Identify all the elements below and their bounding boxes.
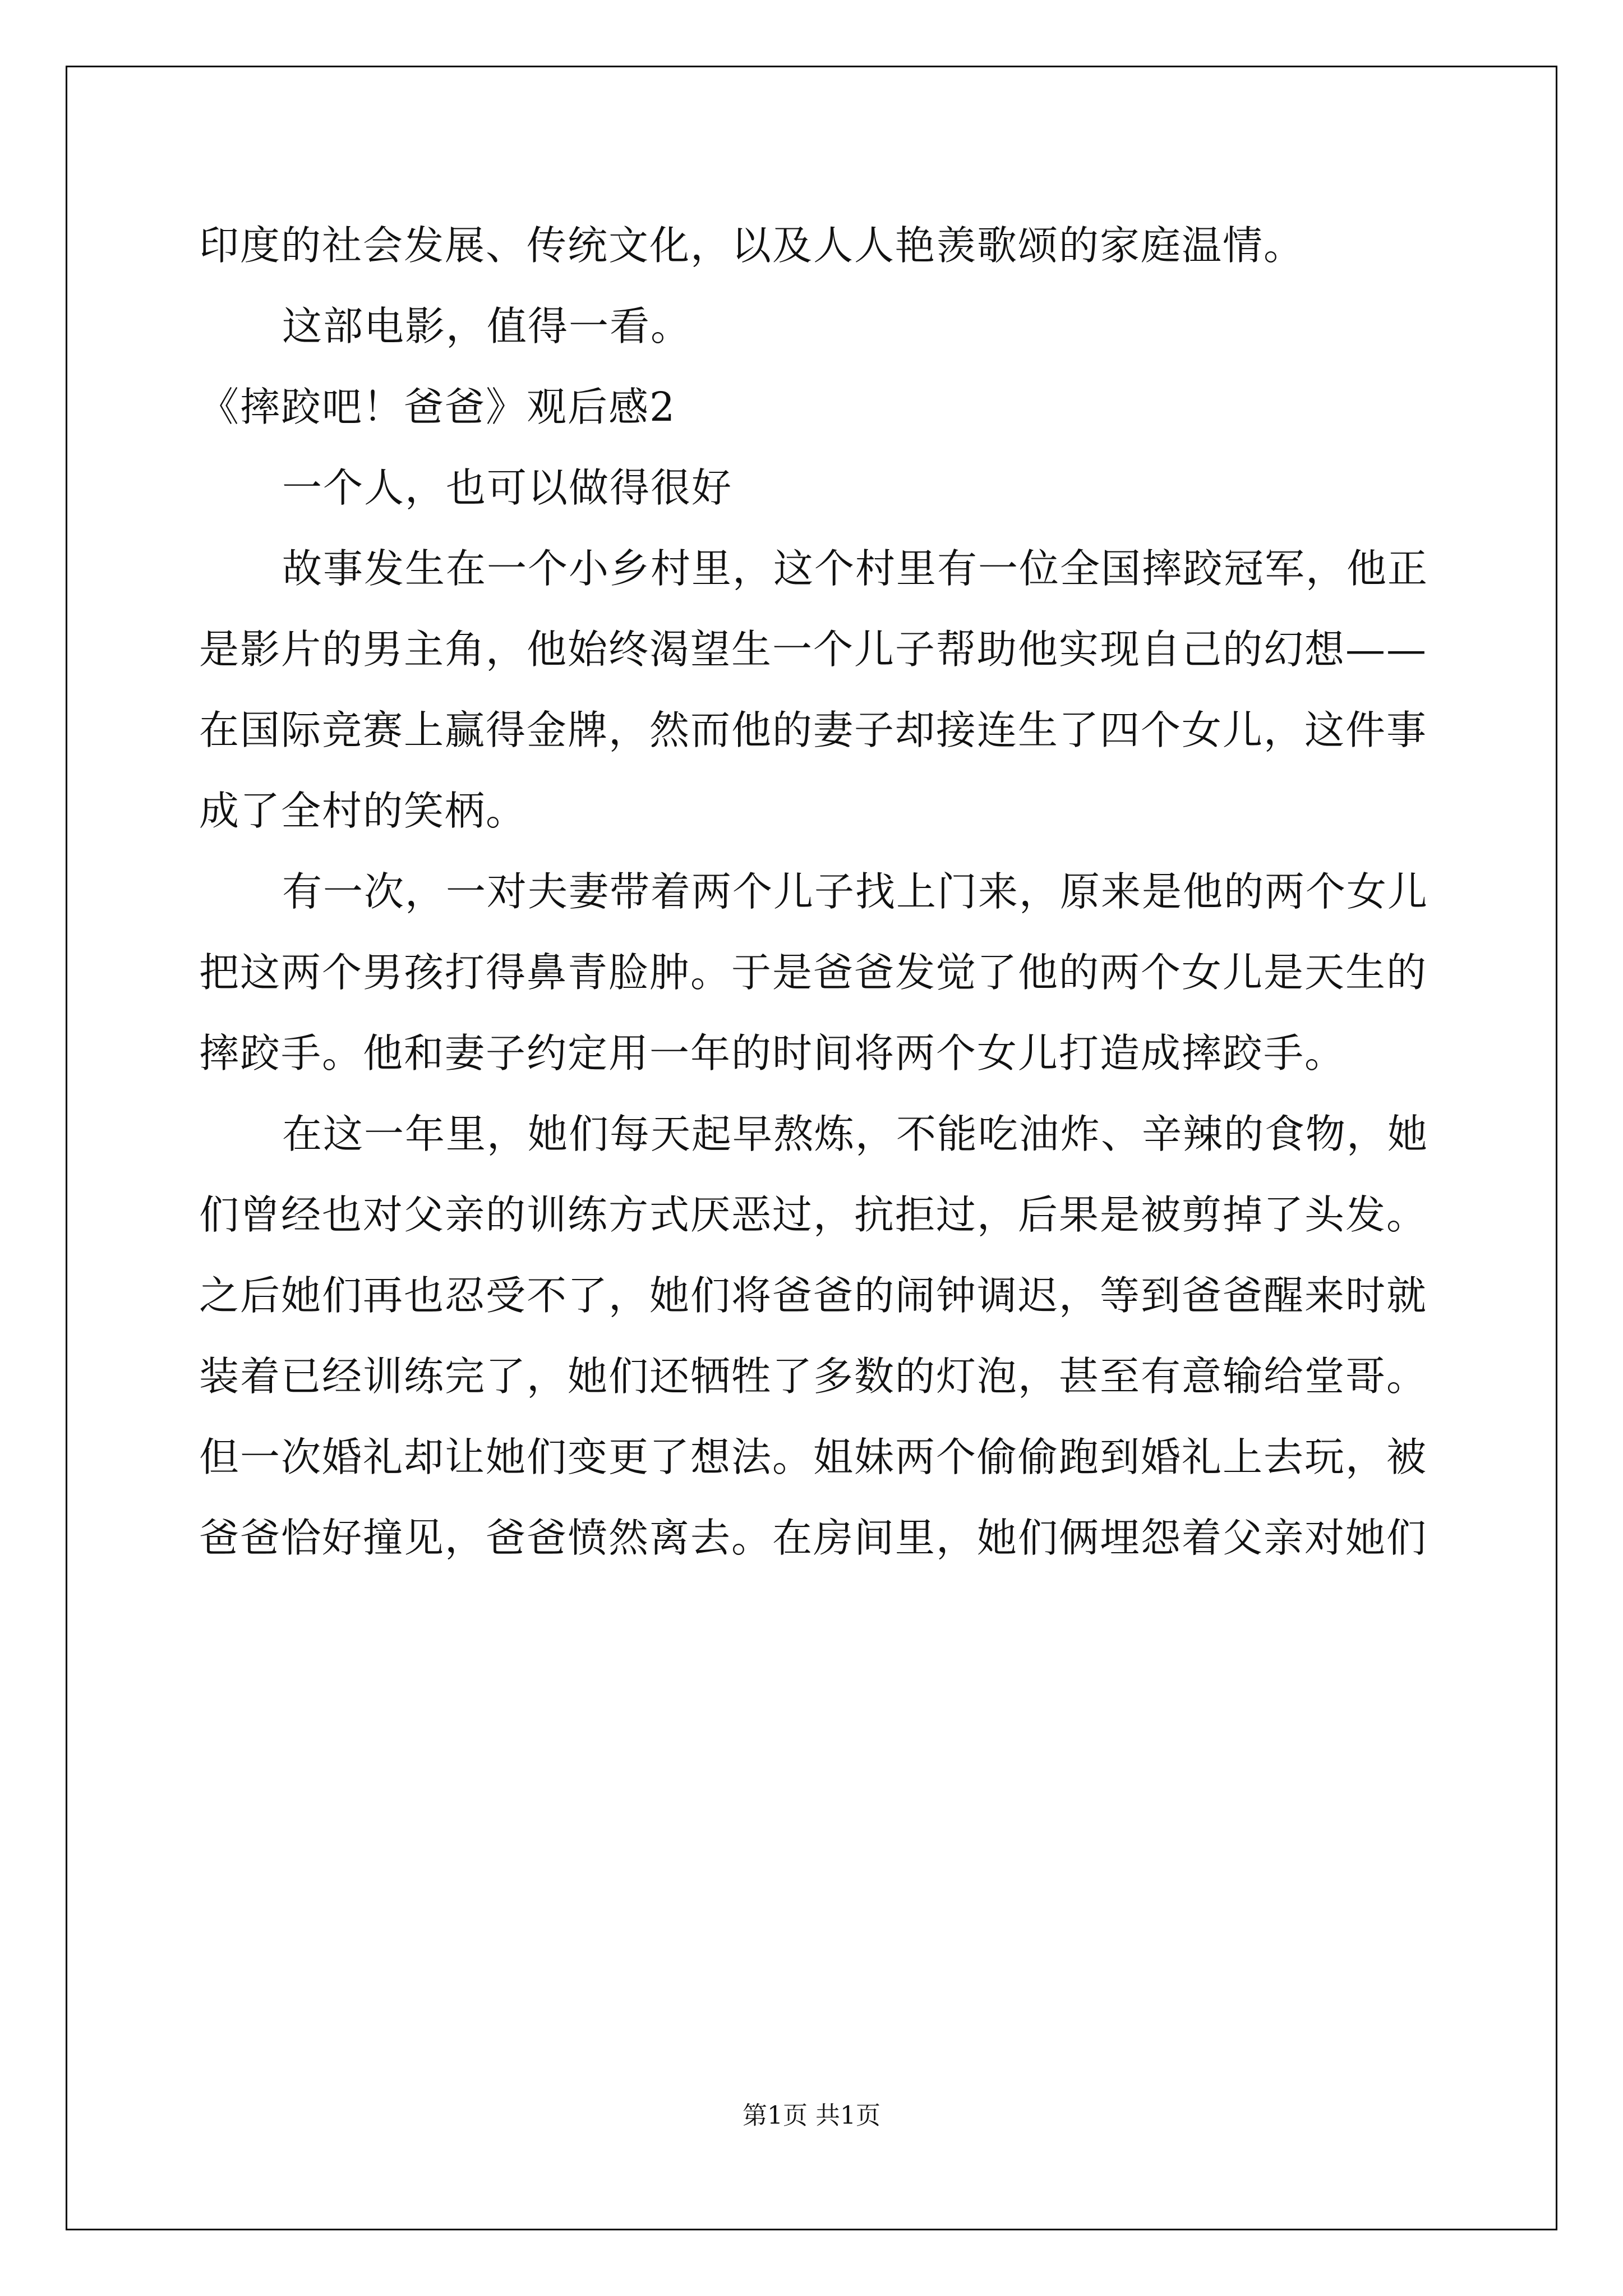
- paragraph-line: 这部电影，值得一看。: [282, 303, 692, 349]
- paragraph-line: 但一次婚礼却让她们变更了想法。姐妹两个偷偷跑到婚礼上去玩，被: [199, 1434, 1428, 1480]
- paragraph-line: 是影片的男主角，他始终渴望生一个儿子帮助他实现自己的幻想——: [199, 626, 1428, 673]
- paragraph-line: 成了全村的笑柄。: [199, 788, 527, 834]
- paragraph-line: 在这一年里，她们每天起早熬炼，不能吃油炸、辛辣的食物，她: [282, 1111, 1429, 1157]
- paragraph-line: 把这两个男孩打得鼻青脸肿。于是爸爸发觉了他的两个女儿是天生的: [199, 949, 1428, 996]
- paragraph-line: 之后她们再也忍受不了，她们将爸爸的闹钟调迟，等到爸爸醒来时就: [199, 1272, 1428, 1319]
- paragraph-line: 们曾经也对父亲的训练方式厌恶过，抗拒过，后果是被剪掉了头发。: [199, 1191, 1428, 1238]
- section-heading: 《摔跤吧！爸爸》观后感2: [199, 384, 676, 430]
- paragraph-line: 故事发生在一个小乡村里，这个村里有一位全国摔跤冠军，他正: [282, 545, 1429, 592]
- paragraph-line: 装着已经训练完了，她们还牺牲了多数的灯泡，甚至有意输给堂哥。: [199, 1353, 1428, 1400]
- subtitle-line: 一个人，也可以做得很好: [282, 464, 733, 511]
- paragraph-line: 爸爸恰好撞见，爸爸愤然离去。在房间里，她们俩埋怨着父亲对她们: [199, 1515, 1428, 1561]
- paragraph-line: 摔跤手。他和妻子约定用一年的时间将两个女儿打造成摔跤手。: [199, 1030, 1346, 1076]
- paragraph-line: 印度的社会发展、传统文化，以及人人艳羡歌颂的家庭温情。: [199, 222, 1305, 269]
- paragraph-line: 在国际竞赛上赢得金牌，然而他的妻子却接连生了四个女儿，这件事: [199, 707, 1428, 753]
- page-footer: 第1页 共1页: [743, 2101, 880, 2130]
- paragraph-line: 有一次，一对夫妻带着两个儿子找上门来，原来是他的两个女儿: [282, 868, 1429, 915]
